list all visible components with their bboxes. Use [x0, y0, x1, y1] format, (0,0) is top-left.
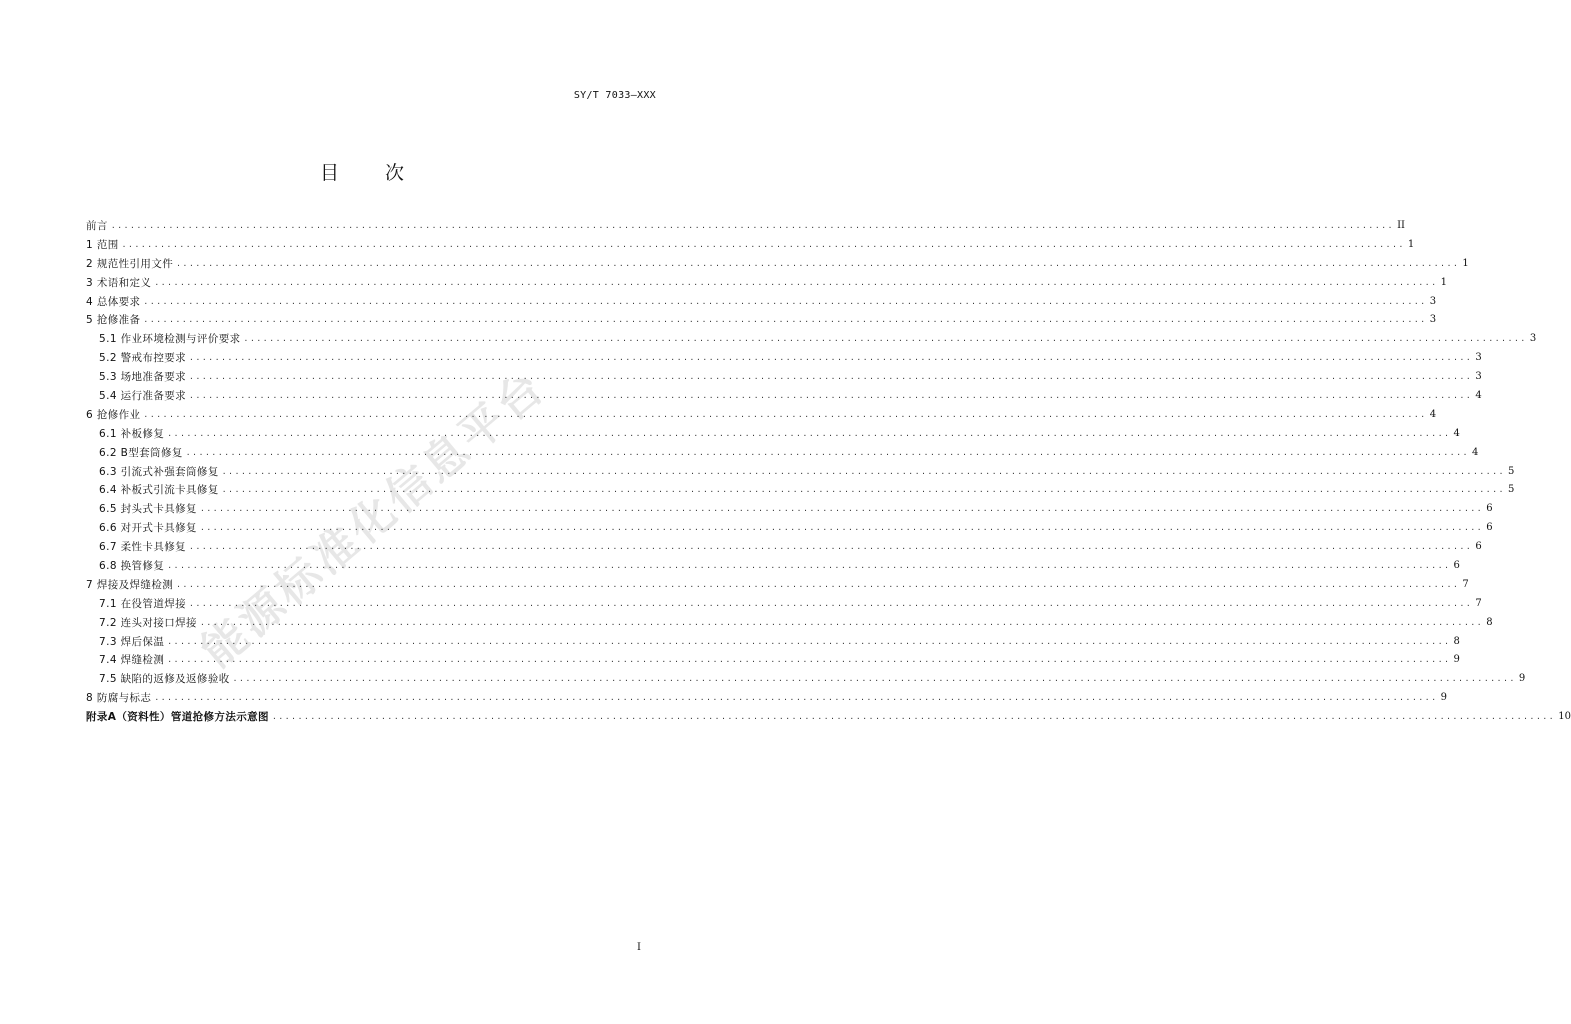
- toc-leader-dots: ........................................................................................................................................................................................................: [167, 561, 1451, 571]
- toc-entry-label: 7 焊接及焊缝检测: [86, 578, 174, 591]
- toc-entry-label: 6.5 封头式卡具修复: [99, 503, 197, 516]
- toc-leader-dots: ........................................................................................................................................................................................................: [143, 296, 1427, 306]
- toc-leader-dots: ........................................................................................................................................................................................................: [143, 409, 1427, 419]
- toc-entry-page: 1: [1407, 238, 1415, 250]
- toc-entry-page: 3: [1429, 295, 1437, 307]
- toc-entry[interactable]: [86, 217, 1405, 236]
- toc-entry[interactable]: [86, 349, 1482, 368]
- toc-entry-page: 9: [1518, 673, 1526, 685]
- toc-leader-dots: ........................................................................................................................................................................................................: [154, 693, 1438, 703]
- toc-entry-page: 6: [1475, 541, 1482, 553]
- toc-entry-label: 2 规范性引用文件: [86, 257, 174, 270]
- toc-entry[interactable]: [86, 557, 1460, 576]
- toc-leader-dots: ........................................................................................................................................................................................................: [199, 523, 1484, 533]
- toc-entry-label: 前言: [86, 219, 108, 232]
- document-code: SY/T 7033—XXX: [573, 90, 656, 101]
- toc-leader-dots: ........................................................................................................................................................................................................: [271, 712, 1556, 722]
- toc-entry[interactable]: [86, 406, 1437, 425]
- toc-entry[interactable]: [86, 519, 1493, 538]
- toc-entry-page: 4: [1453, 427, 1460, 439]
- toc-leader-dots: ........................................................................................................................................................................................................: [221, 466, 1506, 476]
- toc-leader-dots: ........................................................................................................................................................................................................: [167, 655, 1451, 665]
- toc-leader-dots: ........................................................................................................................................................................................................: [154, 277, 1438, 287]
- toc-entry[interactable]: [86, 576, 1469, 595]
- toc-leader-dots: ........................................................................................................................................................................................................: [189, 372, 1473, 382]
- toc-entry[interactable]: [86, 274, 1447, 293]
- toc-entry-label: 1 范围: [86, 238, 119, 251]
- toc-entry-label: 7.3 焊后保温: [99, 635, 165, 648]
- toc-entry[interactable]: [86, 255, 1469, 274]
- toc-leader-dots: ........................................................................................................................................................................................................: [189, 391, 1473, 400]
- toc-entry[interactable]: [86, 708, 1571, 727]
- toc-entry-page: 7: [1462, 578, 1469, 590]
- page-title: 目 次: [319, 162, 425, 184]
- toc-entry-page: 8: [1486, 616, 1493, 628]
- toc-entry[interactable]: [86, 387, 1482, 406]
- toc-entry-page: 4: [1472, 446, 1479, 458]
- toc-entry-label: 6.4 补板式引流卡具修复: [99, 484, 219, 497]
- toc-entry-label: 6.7 柔性卡具修复: [99, 541, 187, 554]
- toc-entry-label: 6.2 B型套筒修复: [99, 446, 183, 459]
- toc-entry-page: 7: [1475, 597, 1482, 609]
- toc-leader-dots: ........................................................................................................................................................................................................: [199, 504, 1484, 514]
- toc-leader-dots: ........................................................................................................................................................................................................: [189, 598, 1473, 608]
- toc-leader-dots: ........................................................................................................................................................................................................: [176, 579, 1460, 589]
- toc-entry-label: 7.1 在役管道焊接: [99, 597, 187, 610]
- toc-entry-page: 9: [1453, 654, 1460, 666]
- toc-entry[interactable]: [86, 236, 1415, 255]
- toc-entry-label: 5 抢修准备: [86, 314, 141, 327]
- toc-leader-dots: ........................................................................................................................................................................................................: [143, 315, 1427, 325]
- toc-entry-label: 7.5 缺陷的返修及返修验收: [99, 673, 230, 686]
- toc-leader-dots: ........................................................................................................................................................................................................: [199, 617, 1484, 627]
- toc-entry-page: 3: [1529, 333, 1537, 345]
- toc-entry-page: 5: [1508, 465, 1515, 477]
- toc-entry[interactable]: [86, 689, 1447, 708]
- toc-entry-page: 1: [1462, 257, 1469, 269]
- toc-entry-page: 3: [1475, 371, 1482, 383]
- toc-entry-page: 3: [1475, 352, 1482, 364]
- toc-entry[interactable]: [86, 463, 1515, 482]
- toc-entry-label: 6.3 引流式补强套筒修复: [99, 465, 219, 478]
- toc-entry-label: 6.1 补板修复: [99, 427, 165, 440]
- toc-entry[interactable]: [86, 670, 1526, 689]
- toc-leader-dots: ........................................................................................................................................................................................................: [176, 258, 1460, 268]
- toc-entry-page: 3: [1429, 314, 1437, 326]
- toc-entry-page: 4: [1429, 408, 1437, 420]
- toc-entry-label: 5.3 场地准备要求: [99, 371, 187, 384]
- table-of-contents: [86, 217, 1571, 727]
- toc-entry[interactable]: [86, 651, 1460, 670]
- toc-leader-dots: ........................................................................................................................................................................................................: [221, 485, 1506, 495]
- toc-entry[interactable]: [86, 330, 1537, 349]
- toc-entry[interactable]: [86, 311, 1437, 330]
- toc-entry-page: 6: [1486, 503, 1493, 515]
- toc-entry[interactable]: [86, 368, 1482, 387]
- toc-entry[interactable]: [86, 538, 1482, 557]
- toc-leader-dots: ........................................................................................................................................................................................................: [189, 542, 1473, 552]
- toc-entry-label: 附录A（资料性）管道抢修方法示意图: [86, 711, 269, 724]
- toc-entry-label: 6.6 对开式卡具修复: [99, 522, 197, 535]
- toc-entry-page: II: [1397, 219, 1405, 231]
- toc-entry-label: 3 术语和定义: [86, 276, 152, 289]
- toc-entry[interactable]: [86, 481, 1515, 500]
- toc-leader-dots: ........................................................................................................................................................................................................: [167, 428, 1451, 438]
- toc-leader-dots: ........................................................................................................................................................................................................: [167, 636, 1451, 646]
- toc-leader-dots: ........................................................................................................................................................................................................: [243, 334, 1527, 344]
- toc-entry-label: 6 抢修作业: [86, 408, 141, 421]
- toc-entry-label: 4 总体要求: [86, 295, 141, 308]
- toc-leader-dots: ........................................................................................................................................................................................................: [232, 674, 1516, 684]
- toc-entry-label: 5.4 运行准备要求: [99, 390, 187, 402]
- toc-entry[interactable]: [86, 293, 1437, 312]
- toc-entry-page: 10: [1558, 711, 1571, 723]
- toc-entry-page: 6: [1486, 522, 1493, 534]
- toc-leader-dots: ........................................................................................................................................................................................................: [185, 447, 1470, 457]
- toc-entry-page: 4: [1475, 390, 1482, 401]
- toc-entry-label: 7.2 连头对接口焊接: [99, 616, 197, 629]
- page-number: I: [637, 942, 641, 953]
- toc-leader-dots: ........................................................................................................................................................................................................: [110, 220, 1395, 230]
- toc-entry[interactable]: [86, 425, 1460, 444]
- toc-entry-label: 5.2 警戒布控要求: [99, 352, 187, 365]
- toc-entry[interactable]: [86, 595, 1482, 614]
- toc-entry-page: 1: [1440, 276, 1447, 288]
- toc-entry-page: 5: [1508, 484, 1515, 496]
- toc-entry-label: 8 防腐与标志: [86, 692, 152, 705]
- toc-entry-page: 9: [1440, 692, 1447, 704]
- toc-entry-label: 5.1 作业环境检测与评价要求: [99, 333, 241, 346]
- toc-entry[interactable]: [86, 500, 1493, 519]
- toc-entry[interactable]: [86, 633, 1460, 652]
- toc-entry-label: 6.8 换管修复: [99, 560, 165, 573]
- toc-entry[interactable]: [86, 614, 1493, 633]
- toc-entry-page: 6: [1453, 560, 1460, 572]
- toc-leader-dots: ........................................................................................................................................................................................................: [189, 353, 1473, 363]
- watermark: 能源标准化信息平台: [192, 360, 556, 678]
- toc-entry[interactable]: [86, 444, 1479, 463]
- toc-leader-dots: ........................................................................................................................................................................................................: [121, 239, 1405, 249]
- toc-entry-page: 8: [1453, 635, 1460, 647]
- toc-entry-label: 7.4 焊缝检测: [99, 654, 165, 667]
